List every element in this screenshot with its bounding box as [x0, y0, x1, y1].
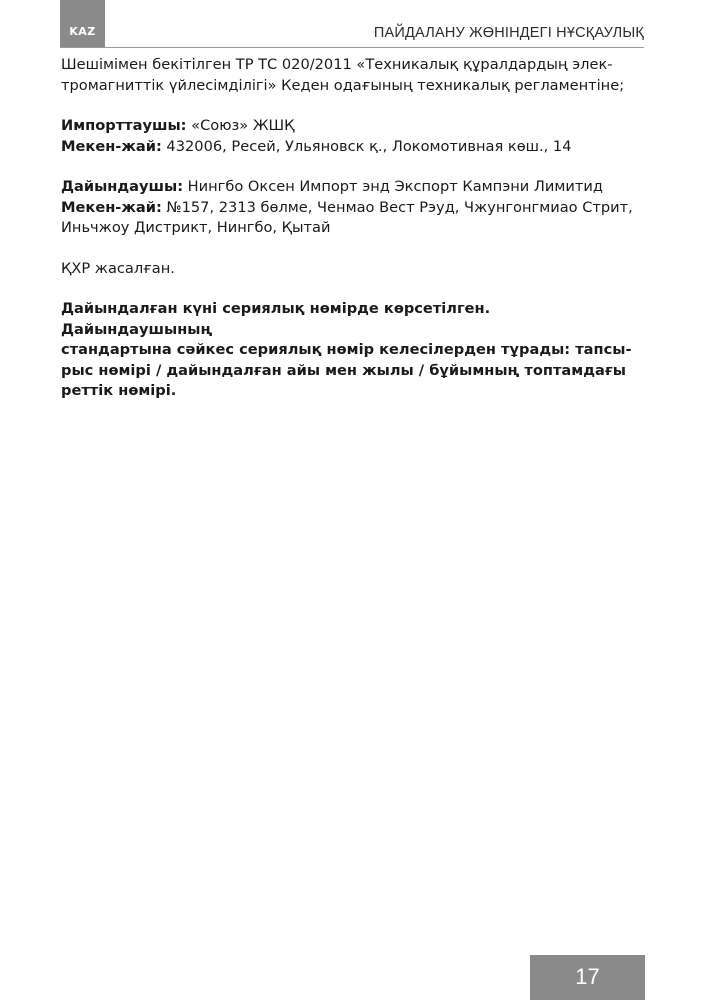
address-value: 432006, Ресей, Ульяновск қ., Локомотивная көш., 14 [161, 137, 572, 155]
language-code: KAZ [69, 25, 96, 38]
manufacturer-block [61, 177, 645, 239]
regulation-paragraph [61, 55, 645, 96]
serial-line: Дайындалған күні сериялық нөмірде көрсетілген. Дайындаушының [61, 300, 491, 338]
manufacturer-address-line-2: Иньчжоу Дистрикт, Нингбо, Қытай [61, 219, 331, 236]
manufacturer-label: Дайындаушы: [61, 178, 184, 195]
address-label: Мекен-жай: [61, 137, 162, 155]
manufacturer-value: Нингбо Оксен Импорт энд Экспорт Кампэни Лимитид [183, 178, 603, 195]
serial-number-paragraph [61, 299, 645, 402]
serial-line: реттік нөмірі. [61, 382, 177, 399]
page-number [530, 955, 645, 1000]
manufacturer-address-line [61, 198, 645, 219]
manufacturer-line [61, 177, 645, 198]
language-tab [60, 0, 105, 47]
serial-line: рыс нөмірі / дайындалған айы мен жылы / бұйымның топтамдағы [61, 361, 626, 379]
importer-address-line [61, 137, 645, 158]
importer-line [61, 116, 645, 137]
importer-block [61, 116, 645, 157]
regulation-line: тромагниттік үйлесімділігі» Кеден одағының техникалық регламентіне; [61, 76, 625, 94]
importer-value: «Союз» ЖШҚ [186, 117, 295, 134]
importer-label: Импорттаушы: [61, 117, 187, 134]
header-divider [60, 47, 644, 48]
page-number-value: 17 [575, 963, 600, 989]
regulation-line: Шешімімен бекітілген ТР ТС 020/2011 «Техникалық құралдардың элек- [61, 56, 613, 73]
address-label: Мекен-жай: [61, 198, 162, 216]
page-content [61, 55, 645, 402]
address-value: №157, 2313 бөлме, Ченмао Вест Рэуд, Чжунгонгмиао Стрит, [161, 198, 633, 216]
serial-line: стандартына сәйкес сериялық нөмір келесілерден тұрады: тапсы- [61, 341, 632, 358]
made-in-text: ҚХР жасалған. [61, 259, 175, 277]
document-title: ПАЙДАЛАНУ ЖӨНІНДЕГІ НҰСҚАУЛЫҚ [373, 25, 644, 41]
